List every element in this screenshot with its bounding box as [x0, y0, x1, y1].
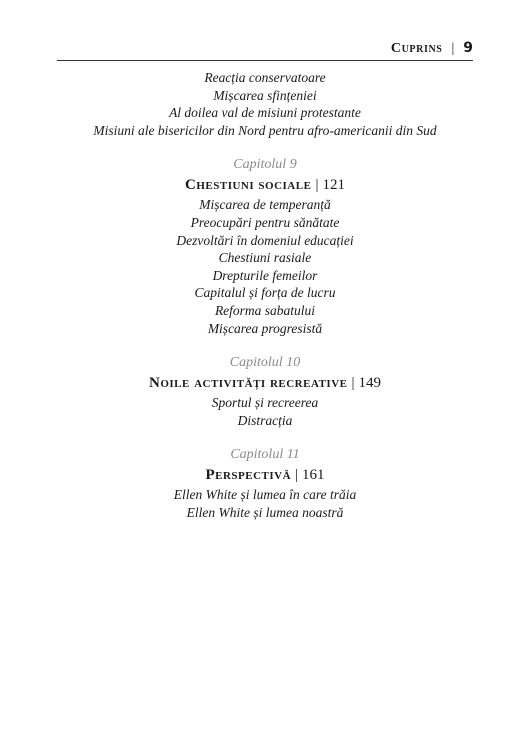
toc-section-item[interactable]: Reforma sabatului — [214, 302, 316, 318]
chapter-title[interactable]: Noile activități recreative — [148, 375, 348, 392]
table-of-contents — [0, 69, 530, 522]
toc-section-item[interactable]: Mișcarea progresistă — [207, 320, 323, 336]
toc-section-item[interactable]: Ellen White și lumea noastră — [186, 504, 344, 520]
chapter-page-number: 149 — [358, 375, 382, 392]
running-head-separator: | — [451, 41, 455, 56]
toc-section-item[interactable]: Drepturile femeilor — [212, 267, 318, 283]
running-head-title: Cuprins — [390, 41, 443, 56]
chapter-label: Capitolul 11 — [230, 447, 300, 463]
chapter-11 — [0, 446, 530, 521]
toc-section-item[interactable]: Al doilea val de misiuni protestante — [169, 105, 361, 121]
toc-section-item[interactable]: Distracția — [237, 412, 293, 428]
toc-section-item[interactable]: Chestiuni rasiale — [218, 250, 312, 266]
chapter-title-line[interactable] — [0, 465, 530, 485]
chapter-title[interactable]: Chestiuni sociale — [185, 177, 312, 194]
toc-section-item[interactable]: Ellen White și lumea în care trăia — [173, 487, 357, 503]
chapter-page-number: 161 — [302, 467, 325, 484]
page-number: 9 — [463, 40, 473, 56]
chapter-label: Capitolul 9 — [233, 157, 297, 173]
chapter-page-number: 121 — [322, 177, 345, 194]
chapter-10 — [0, 354, 530, 429]
running-head — [57, 40, 473, 61]
toc-section-item[interactable]: Dezvoltări în domeniul educației — [176, 232, 354, 248]
chapter-title[interactable]: Perspectivă — [205, 467, 292, 484]
toc-section-item[interactable]: Mișcarea de temperanță — [199, 197, 331, 213]
chapter-title-line[interactable] — [0, 175, 530, 195]
chapter-separator: | — [315, 177, 319, 194]
toc-section-item[interactable]: Misiuni ale bisericilor din Nord pentru afro-americanii din Sud — [93, 122, 437, 138]
chapter-separator: | — [351, 375, 355, 392]
chapter-title-line[interactable] — [0, 373, 530, 393]
chapter-9 — [0, 156, 530, 337]
chapter-label: Capitolul 10 — [229, 355, 301, 371]
continued-section-list — [0, 69, 530, 139]
chapter-separator: | — [295, 467, 299, 484]
toc-section-item[interactable]: Capitalul și forța de lucru — [194, 285, 336, 301]
toc-section-item[interactable]: Mișcarea sfințeniei — [213, 87, 317, 103]
toc-section-item[interactable]: Sportul și recreerea — [211, 395, 319, 411]
toc-section-item[interactable]: Reacția conservatoare — [204, 70, 326, 85]
toc-section-item[interactable]: Preocupări pentru sănătate — [190, 214, 340, 230]
